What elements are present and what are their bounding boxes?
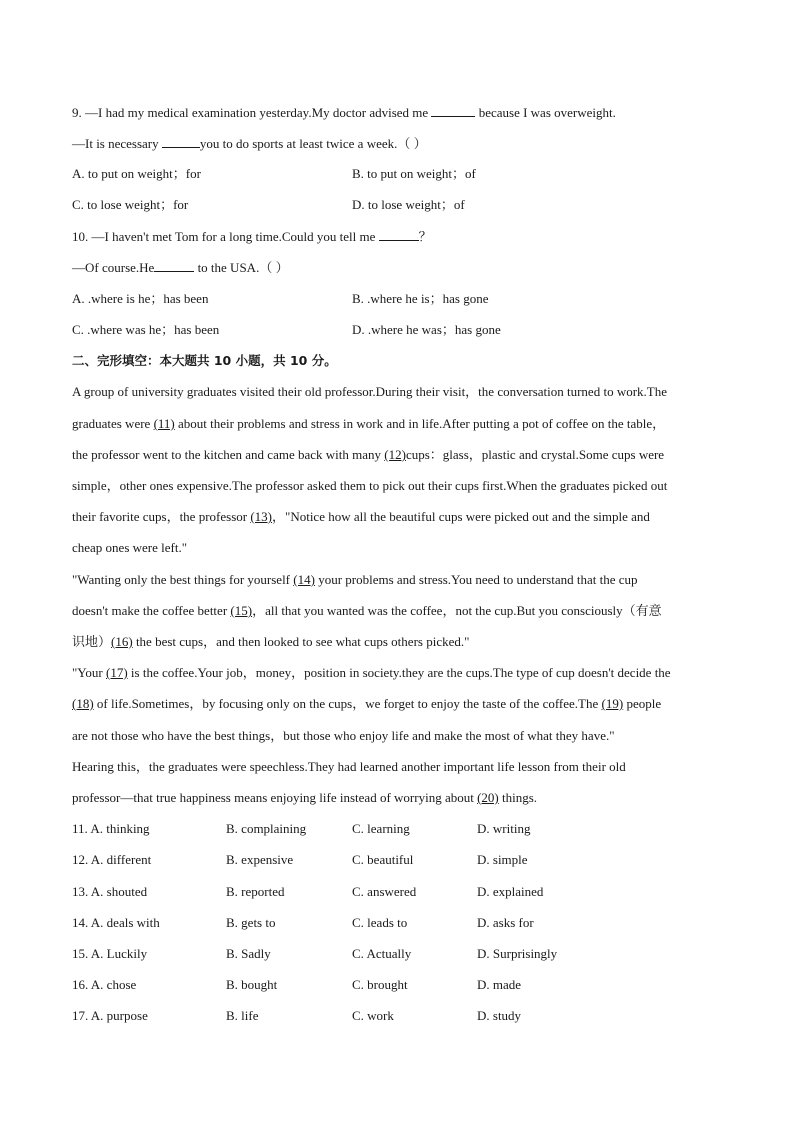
option-d: D. explained — [477, 884, 544, 899]
option-b: B. life — [226, 1008, 259, 1023]
option-d: D. study — [477, 1008, 522, 1023]
blank-number: (12) — [384, 447, 406, 462]
passage-line: the professor went to the kitchen and came back with many (12)cups：glass，plastic and crystal.Some cups were — [72, 447, 665, 462]
blank-number: (16) — [111, 634, 133, 649]
option-d: D. asks for — [477, 915, 534, 930]
blank-number: (20) — [477, 790, 499, 805]
option-c: C. work — [352, 1008, 394, 1023]
passage-line: are not those who have the best things，but those who enjoy life and make the most of what they have." — [72, 728, 615, 743]
answer-blank — [431, 104, 475, 117]
passage-line: their favorite cups，the professor (13)，"Notice how all the beautiful cups were picked out and the simple and — [72, 509, 650, 524]
option-b: B. Sadly — [226, 946, 271, 961]
passage-line: professor—that true happiness means enjoying life instead of worrying about (20) things. — [72, 790, 538, 805]
option-c: C. brought — [352, 977, 408, 992]
q9-stem-line2: —It is necessary you to do sports at least twice a week.（ ） — [72, 136, 427, 151]
option-row: 12. A. different — [72, 852, 152, 867]
option-d: D. writing — [477, 821, 531, 836]
option-a: A. Luckily — [90, 946, 148, 961]
q10-option-d: D. .where he was；has gone — [352, 322, 501, 337]
blank-number: (15) — [230, 603, 253, 618]
option-c: C. leads to — [352, 915, 408, 930]
q9-option-b: B. to put on weight；of — [352, 166, 476, 181]
blank-number: (17) — [105, 665, 128, 680]
q10-stem-line2: —Of course.He to the USA.（ ） — [72, 260, 289, 275]
blank-number: (19) — [601, 696, 624, 711]
blank-number: (13) — [250, 509, 273, 524]
blank-number: (18) — [72, 696, 94, 711]
option-row: 15. A. Luckily — [72, 946, 148, 961]
option-c: C. answered — [352, 884, 417, 899]
answer-blank — [162, 135, 200, 148]
option-row: 14. A. deals with — [72, 915, 160, 930]
option-a: A. thinking — [90, 821, 150, 836]
option-a: A. deals with — [90, 915, 160, 930]
option-b: B. bought — [226, 977, 278, 992]
q9-option-d: D. to lose weight；of — [352, 197, 465, 212]
passage-line: simple，other ones expensive.The professor asked them to pick out their cups first.When the graduates picked out — [72, 478, 668, 493]
passage-line: Hearing this，the graduates were speechless.They had learned another important life lesson from their old — [72, 759, 626, 774]
q10-stem-line1: 10. —I haven't met Tom for a long time.Could you tell me ？ — [72, 229, 432, 244]
passage-line: doesn't make the coffee better (15)，all that you wanted was the coffee，not the cup.But you consciously（有意 — [72, 603, 662, 618]
option-row: 11. A. thinking — [72, 821, 150, 836]
option-b: B. gets to — [226, 915, 276, 930]
passage-line: "Wanting only the best things for yourself (14) your problems and stress.You need to understand that the cup — [72, 572, 638, 587]
option-d: D. made — [477, 977, 522, 992]
option-row: 13. A. shouted — [72, 884, 148, 899]
option-row: 16. A. chose — [72, 977, 137, 992]
option-c: C. beautiful — [352, 852, 414, 867]
passage-line: (18) of life.Sometimes，by focusing only on the cups，we forget to enjoy the taste of the coffee.The (19) people — [72, 696, 662, 711]
q10-option-a: A. .where is he；has been — [72, 291, 209, 306]
q9-option-a: A. to put on weight；for — [72, 166, 201, 181]
passage-line: "Your (17) is the coffee.Your job，money，position in society.they are the cups.The type of cup doesn't decide the — [72, 665, 671, 680]
option-b: B. expensive — [226, 852, 294, 867]
option-b: B. reported — [226, 884, 285, 899]
blank-number: (14) — [293, 572, 315, 587]
q10-option-c: C. .where was he；has been — [72, 322, 220, 337]
option-a: A. shouted — [90, 884, 148, 899]
q9-option-c: C. to lose weight；for — [72, 197, 189, 212]
answer-blank — [379, 228, 419, 241]
option-a: A. chose — [90, 977, 137, 992]
option-row: 17. A. purpose — [72, 1008, 148, 1023]
option-d: D. Surprisingly — [477, 946, 558, 961]
passage-line: cheap ones were left." — [72, 540, 188, 555]
passage-line: A group of university graduates visited their old professor.During their visit，the conversation turned to work.The — [72, 384, 667, 399]
blank-number: (11) — [153, 416, 175, 431]
option-b: B. complaining — [226, 821, 307, 836]
option-d: D. simple — [477, 852, 528, 867]
section-heading: 二、完形填空：本大题共 10 小题，共 10 分。 — [72, 353, 337, 368]
option-a: A. different — [90, 852, 152, 867]
answer-blank — [154, 259, 194, 272]
option-a: A. purpose — [90, 1008, 148, 1023]
q9-stem-line1: 9. —I had my medical examination yesterday.My doctor advised me because I was overweight. — [72, 105, 616, 120]
option-c: C. Actually — [352, 946, 412, 961]
passage-line: graduates were (11) about their problems and stress in work and in life.After putting a pot of coffee on the table， — [72, 416, 666, 431]
q10-option-b: B. .where he is；has gone — [352, 291, 489, 306]
passage-line: 识地）(16) the best cups，and then looked to see what cups others picked." — [72, 634, 470, 649]
option-c: C. learning — [352, 821, 410, 836]
